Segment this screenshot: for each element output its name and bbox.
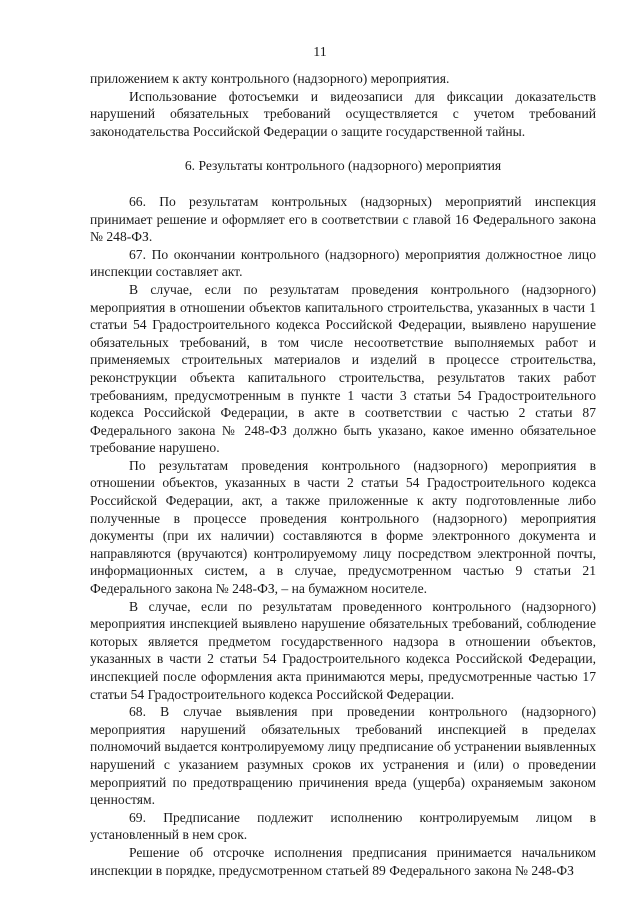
paragraph-69: 69. Предписание подлежит исполнению контролируемым лицом в установленный в нем срок. xyxy=(90,809,596,843)
page-number: 11 xyxy=(313,45,327,60)
paragraph-photo-video: Использование фотосъемки и видеозаписи для фиксации доказательств нарушений обязательных требований осуществляется с учетом требований законодательства Российской Федерации о защите государственной тайны. xyxy=(90,88,596,139)
document-body xyxy=(90,70,596,879)
paragraph-67-capital-construction: В случае, если по результатам проведения контрольного (надзорного) мероприятия в отношении объектов капитального строительства, указанных в части 1 статьи 54 Градостроительного кодекса Российской Федерации, выявлено нарушение обязательных требований, в том числе несоответствие выполняемых работ и применяемых строительных материалов и изделий в процессе строительства, реконструкции объекта капитального строительства, результатов таких работ требованиям, предусмотренным в пункте 1 части 3 статьи 54 Градостроительного кодекса Российской Федерации, в акте в соответствии с частью 2 статьи 87 Федерального закона № 248-ФЗ должно быть указано, какое именно обязательное требование нарушено. xyxy=(90,281,596,456)
paragraph-68: 68. В случае выявления при проведении контрольного (надзорного) мероприятия нарушений обязательных требований инспекцией в пределах полномочий выдается контролируемому лицу предписание об устранении выявленных нарушений с указанием разумных сроков их устранения и (или) о проведении мероприятий по предотвращению причинения вреда (ущерба) охраняемым законом ценностям. xyxy=(90,704,596,808)
paragraph-69-deferral: Решение об отсрочке исполнения предписания принимается начальником инспекции в порядке, предусмотренном статьей 89 Федерального закона № 248-ФЗ xyxy=(90,844,596,878)
paragraph-67: 67. По окончании контрольного (надзорного) мероприятия должностное лицо инспекции составляет акт. xyxy=(90,246,596,280)
paragraph-67-measures: В случае, если по результатам проведенного контрольного (надзорного) мероприятия инспекцией выявлено нарушение обязательных требований, соблюдение которых является предметом государственного надзора в отношении объектов, указанных в части 2 статьи 54 Градостроительного кодекса Российской Федерации, инспекцией после оформления акта принимаются меры, предусмотренные частью 17 статьи 54 Градостроительного кодекса Российской Федерации. xyxy=(90,598,596,702)
paragraph-67-electronic-document: По результатам проведения контрольного (надзорного) мероприятия в отношении объектов, указанных в части 2 статьи 54 Градостроительного кодекса Российской Федерации, акт, а также приложенные к акту подготовленные либо полученные в процессе проведения контрольного (надзорного) мероприятия документы (при их наличии) составляются в форме электронного документа и направляются (вручаются) контролируемому лицу посредством электронной почты, информационных систем, а в случае, предусмотренном частью 9 статьи 21 Федерального закона № 248-ФЗ, – на бумажном носителе. xyxy=(90,457,596,597)
paragraph-continuation: приложением к акту контрольного (надзорного) мероприятия. xyxy=(90,71,450,86)
paragraph-66: 66. По результатам контрольных (надзорных) мероприятий инспекция принимает решение и оформляет его в соответствии с главой 16 Федерального закона № 248-ФЗ. xyxy=(90,193,596,245)
section-heading: 6. Результаты контрольного (надзорного) мероприятия xyxy=(184,158,502,174)
